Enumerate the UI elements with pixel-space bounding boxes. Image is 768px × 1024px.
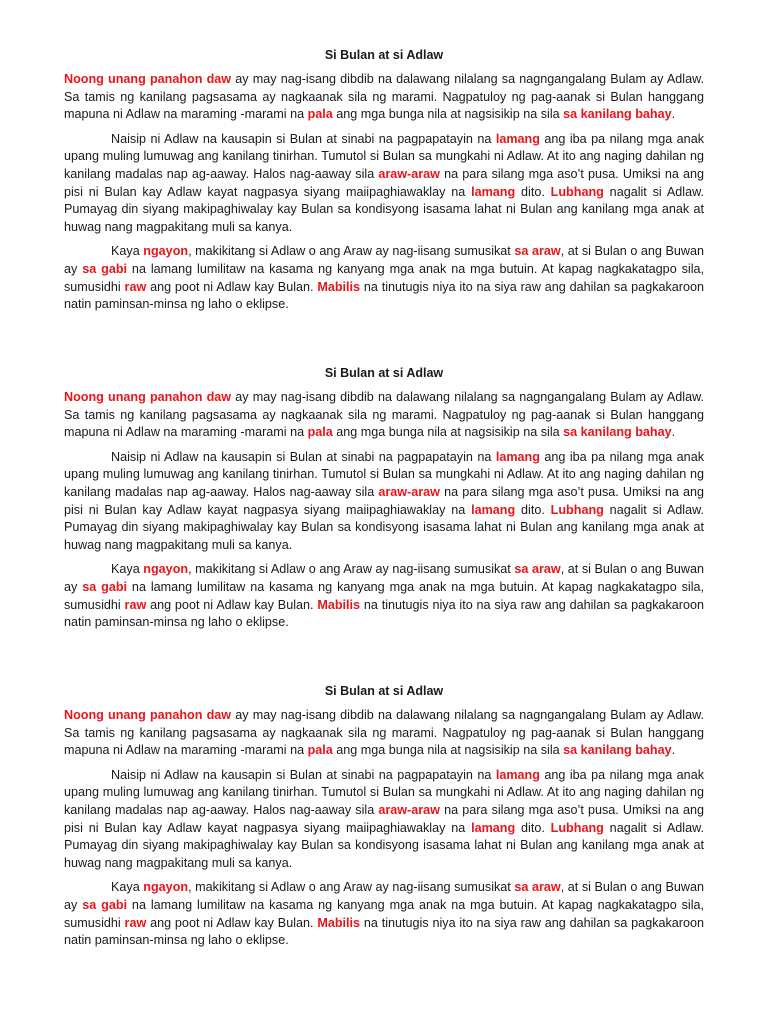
highlighted-phrase: araw-araw: [378, 166, 440, 181]
text-run: ang poot ni Adlaw kay Bulan.: [146, 279, 318, 294]
highlighted-phrase: araw-araw: [378, 484, 440, 499]
story-section: [64, 364, 704, 639]
highlighted-phrase: sa kanilang bahay: [563, 425, 672, 440]
text-run: ay may nag-isang dibdib na dalawang nilalang sa nagngangalang Bulam ay Adlaw. Sa tamis ng kanilang pagsasama ay nagkaanak sila ng marami. Nagpatuloy ng pag-aanak si Bulan hanggang mapuna ni Adlaw na maraming -marami na: [64, 72, 704, 122]
text-run: nagalit si Adlaw. Pumayag din siyang makipaghiwalay kay Bulan sa kondisyong isasama lahat ni Bulan ang kanilang mga anak at huwag nang magpakitang muli sa kanya.: [64, 184, 704, 234]
text-run: ang poot ni Adlaw kay Bulan.: [146, 597, 318, 612]
text-run: na para silang mga aso’t pusa. Umiksi na ang pisi ni Bulan kay Adlaw kayat nagpasya siyang maiipaghiawaklay na: [64, 484, 704, 517]
text-run: dito.: [515, 502, 551, 517]
highlighted-phrase: sa gabi: [82, 579, 128, 594]
text-run: ang iba pa nilang mga anak upang muling lumuwag ang kanilang tinirhan. Tumutol si Bulan sa mungkahi ni Adlaw. At ito ang naging dahilan ng kanilang madalas nap ag-aaway. Halos nag-aaway sila: [64, 131, 704, 181]
highlighted-phrase: sa araw: [514, 880, 561, 895]
highlighted-phrase: Noong unang panahon daw: [64, 390, 232, 404]
text-run: ang iba pa nilang mga anak upang muling lumuwag ang kanilang tinirhan. Tumutol si Bulan sa mungkahi ni Adlaw. At ito ang naging dahilan ng kanilang madalas nap ag-aaway. Halos nag-aaway sila: [64, 449, 704, 499]
story-section: [64, 682, 704, 957]
highlighted-phrase: lamang: [471, 184, 516, 199]
text-run: na para silang mga aso’t pusa. Umiksi na ang pisi ni Bulan kay Adlaw kayat nagpasya siyang maiipaghiawaklay na: [64, 166, 704, 199]
text-run: Kaya: [111, 244, 144, 259]
story-paragraph: [64, 707, 704, 760]
highlighted-phrase: sa gabi: [82, 261, 128, 276]
highlighted-phrase: pala: [307, 743, 333, 758]
text-run: ay may nag-isang dibdib na dalawang nilalang sa nagngangalang Bulam ay Adlaw. Sa tamis ng kanilang pagsasama ay nagkaanak sila ng marami. Nagpatuloy ng pag-aanak si Bulan hanggang mapuna ni Adlaw na maraming -marami na: [64, 708, 704, 758]
highlighted-phrase: Lubhang: [550, 820, 604, 835]
text-run: dito.: [515, 820, 551, 835]
story-paragraph: [64, 449, 704, 555]
highlighted-phrase: raw: [124, 279, 147, 294]
story-section: [64, 46, 704, 321]
highlighted-phrase: sa kanilang bahay: [563, 107, 672, 122]
text-run: ang iba pa nilang mga anak upang muling lumuwag ang kanilang tinirhan. Tumutol si Bulan sa mungkahi ni Adlaw. At ito ang naging dahilan ng kanilang madalas nap ag-aaway. Halos nag-aaway sila: [64, 767, 704, 817]
text-run: nagalit si Adlaw. Pumayag din siyang makipaghiwalay kay Bulan sa kondisyong isasama lahat ni Bulan ang kanilang mga anak at huwag nang magpakitang muli sa kanya.: [64, 820, 704, 870]
highlighted-phrase: ngayon: [143, 562, 189, 577]
highlighted-phrase: Noong unang panahon daw: [64, 708, 232, 722]
highlighted-phrase: sa kanilang bahay: [563, 743, 672, 758]
highlighted-phrase: raw: [124, 915, 147, 930]
story-paragraph: [64, 243, 704, 313]
highlighted-phrase: Mabilis: [317, 915, 361, 930]
highlighted-phrase: araw-araw: [378, 802, 440, 817]
text-run: , makikitang si Adlaw o ang Araw ay nag-iisang sumusikat: [188, 880, 515, 895]
text-run: ay may nag-isang dibdib na dalawang nilalang sa nagngangalang Bulam ay Adlaw. Sa tamis ng kanilang pagsasama ay nagkaanak sila ng marami. Nagpatuloy ng pag-aanak si Bulan hanggang mapuna ni Adlaw na maraming -marami na: [64, 390, 704, 440]
text-run: na lamang lumilitaw na kasama ng kanyang mga anak na mga butuin. At kapag nagkakatagpo sila, sumusidhi: [64, 897, 704, 930]
text-run: , makikitang si Adlaw o ang Araw ay nag-iisang sumusikat: [188, 562, 515, 577]
story-title: Si Bulan at si Adlaw: [324, 366, 444, 380]
highlighted-phrase: lamang: [495, 131, 540, 146]
highlighted-phrase: Lubhang: [550, 502, 604, 517]
text-run: ang mga bunga nila at nagsisikip na sila: [332, 743, 564, 758]
text-run: Naisip ni Adlaw na kausapin si Bulan at sinabi na pagpapatayin na: [111, 131, 496, 146]
text-run: Naisip ni Adlaw na kausapin si Bulan at sinabi na pagpapatayin na: [111, 767, 496, 782]
text-run: na tinutugis niya ito na siya raw ang dahilan sa pagkakaroon natin paminsan-minsa ng laho o eklipse.: [64, 597, 704, 630]
highlighted-phrase: ngayon: [143, 244, 189, 259]
highlighted-phrase: pala: [307, 107, 333, 122]
highlighted-phrase: lamang: [495, 767, 540, 782]
text-run: .: [671, 743, 676, 758]
text-run: Naisip ni Adlaw na kausapin si Bulan at sinabi na pagpapatayin na: [111, 449, 496, 464]
highlighted-phrase: raw: [124, 597, 147, 612]
text-run: , at si Bulan o ang Buwan ay: [64, 880, 704, 912]
highlighted-phrase: lamang: [471, 820, 516, 835]
highlighted-phrase: sa araw: [514, 562, 561, 577]
text-run: dito.: [515, 184, 551, 199]
text-run: ang poot ni Adlaw kay Bulan.: [146, 915, 318, 930]
story-paragraph: [64, 389, 704, 442]
text-run: na lamang lumilitaw na kasama ng kanyang mga anak na mga butuin. At kapag nagkakatagpo sila, sumusidhi: [64, 261, 704, 294]
story-paragraph: [64, 71, 704, 124]
highlighted-phrase: lamang: [471, 502, 516, 517]
text-run: nagalit si Adlaw. Pumayag din siyang makipaghiwalay kay Bulan sa kondisyong isasama lahat ni Bulan ang kanilang mga anak at huwag nang magpakitang muli sa kanya.: [64, 502, 704, 552]
story-paragraph: [64, 131, 704, 237]
text-run: , makikitang si Adlaw o ang Araw ay nag-iisang sumusikat: [188, 244, 515, 259]
text-run: ang mga bunga nila at nagsisikip na sila: [332, 107, 564, 122]
text-run: ang mga bunga nila at nagsisikip na sila: [332, 425, 564, 440]
highlighted-phrase: Mabilis: [317, 279, 361, 294]
highlighted-phrase: sa araw: [514, 244, 561, 259]
text-run: na tinutugis niya ito na siya raw ang dahilan sa pagkakaroon natin paminsan-minsa ng laho o eklipse.: [64, 279, 704, 312]
highlighted-phrase: Lubhang: [550, 184, 604, 199]
highlighted-phrase: lamang: [495, 449, 540, 464]
text-run: na lamang lumilitaw na kasama ng kanyang mga anak na mga butuin. At kapag nagkakatagpo sila, sumusidhi: [64, 579, 704, 612]
highlighted-phrase: Noong unang panahon daw: [64, 72, 232, 86]
text-run: .: [671, 425, 676, 440]
text-run: na para silang mga aso’t pusa. Umiksi na ang pisi ni Bulan kay Adlaw kayat nagpasya siyang maiipaghiawaklay na: [64, 802, 704, 835]
story-paragraph: [64, 879, 704, 949]
story-paragraph: [64, 767, 704, 873]
story-title: Si Bulan at si Adlaw: [324, 684, 444, 698]
story-title: Si Bulan at si Adlaw: [324, 48, 444, 62]
text-run: , at si Bulan o ang Buwan ay: [64, 244, 704, 276]
text-run: , at si Bulan o ang Buwan ay: [64, 562, 704, 594]
text-run: Kaya: [111, 562, 144, 577]
text-run: na tinutugis niya ito na siya raw ang dahilan sa pagkakaroon natin paminsan-minsa ng laho o eklipse.: [64, 915, 704, 948]
text-run: Kaya: [111, 880, 144, 895]
highlighted-phrase: sa gabi: [82, 897, 128, 912]
highlighted-phrase: ngayon: [143, 880, 189, 895]
highlighted-phrase: pala: [307, 425, 333, 440]
story-paragraph: [64, 561, 704, 631]
text-run: .: [671, 107, 676, 122]
highlighted-phrase: Mabilis: [317, 597, 361, 612]
